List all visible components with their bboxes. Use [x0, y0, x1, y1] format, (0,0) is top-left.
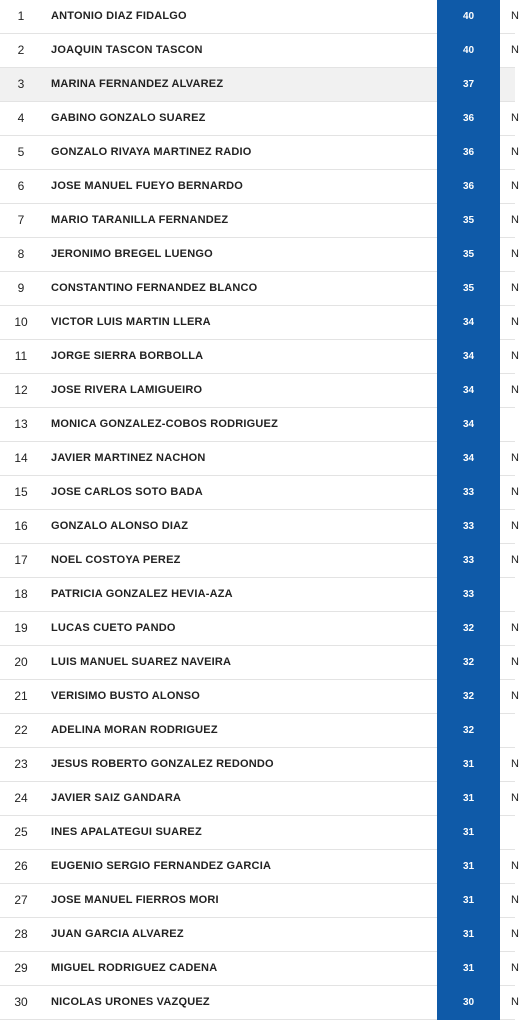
score-badge: 36	[437, 136, 500, 170]
table-row[interactable]	[0, 102, 519, 136]
name-cell: GONZALO RIVAYA MARTINEZ RADIO	[51, 146, 252, 158]
name-cell: MIGUEL RODRIGUEZ CADENA	[51, 962, 218, 974]
status-cell: N	[511, 44, 519, 56]
status-cell: N	[511, 248, 519, 260]
score-badge: 31	[437, 748, 500, 782]
rank-cell: 29	[14, 961, 28, 975]
name-cell: JERONIMO BREGEL LUENGO	[51, 248, 213, 260]
rank-cell: 26	[14, 859, 28, 873]
status-cell: N	[511, 10, 519, 22]
rank-cell: 16	[14, 519, 28, 533]
name-cell: ADELINA MORAN RODRIGUEZ	[51, 724, 218, 736]
rank-cell: 23	[14, 757, 28, 771]
table-row[interactable]	[0, 0, 519, 34]
rank-cell: 22	[14, 723, 28, 737]
table-row[interactable]	[0, 884, 519, 918]
rank-cell: 27	[14, 893, 28, 907]
name-cell: JOSE RIVERA LAMIGUEIRO	[51, 384, 203, 396]
score-badge: 40	[437, 0, 500, 34]
name-cell: ANTONIO DIAZ FIDALGO	[51, 10, 187, 22]
score-badge: 32	[437, 612, 500, 646]
table-row[interactable]	[0, 952, 519, 986]
status-cell: N	[511, 758, 519, 770]
rank-cell: 1	[17, 9, 25, 23]
name-cell: MONICA GONZALEZ-COBOS RODRIGUEZ	[51, 418, 279, 430]
status-cell: N	[511, 690, 519, 702]
score-badge: 31	[437, 782, 500, 816]
rank-cell: 19	[14, 621, 28, 635]
status-cell: N	[511, 962, 519, 974]
table-row[interactable]	[0, 714, 515, 748]
score-badge: 32	[437, 646, 500, 680]
score-badge: 37	[437, 68, 500, 102]
table-row[interactable]	[0, 510, 519, 544]
score-badge: 40	[437, 34, 500, 68]
score-badge: 31	[437, 952, 500, 986]
table-row[interactable]	[0, 238, 519, 272]
status-cell: N	[511, 112, 519, 124]
rank-cell: 11	[14, 349, 28, 363]
name-cell: PATRICIA GONZALEZ HEVIA-AZA	[51, 588, 233, 600]
rank-cell: 17	[14, 553, 28, 567]
score-badge: 34	[437, 374, 500, 408]
table-row[interactable]	[0, 170, 519, 204]
score-badge: 33	[437, 578, 500, 612]
rank-cell: 30	[14, 995, 28, 1009]
name-cell: JOSE MANUEL FIERROS MORI	[51, 894, 219, 906]
score-badge: 36	[437, 102, 500, 136]
name-cell: JAVIER SAIZ GANDARA	[51, 792, 182, 804]
score-badge: 35	[437, 238, 500, 272]
status-cell: N	[511, 452, 519, 464]
name-cell: GABINO GONZALO SUAREZ	[51, 112, 206, 124]
status-cell: N	[511, 860, 519, 872]
score-badge: 33	[437, 476, 500, 510]
rank-cell: 15	[14, 485, 28, 499]
table-row[interactable]	[0, 680, 519, 714]
score-badge: 34	[437, 408, 500, 442]
table-row[interactable]	[0, 986, 519, 1020]
rank-cell: 7	[17, 213, 25, 227]
name-cell: NICOLAS URONES VAZQUEZ	[51, 996, 210, 1008]
table-row[interactable]	[0, 782, 519, 816]
rank-cell: 28	[14, 927, 28, 941]
name-cell: JESUS ROBERTO GONZALEZ REDONDO	[51, 758, 274, 770]
score-badge: 35	[437, 204, 500, 238]
table-row[interactable]	[0, 442, 519, 476]
rank-cell: 20	[14, 655, 28, 669]
name-cell: JOSE CARLOS SOTO BADA	[51, 486, 203, 498]
name-cell: JORGE SIERRA BORBOLLA	[51, 350, 204, 362]
table-row[interactable]	[0, 272, 519, 306]
name-cell: GONZALO ALONSO DIAZ	[51, 520, 189, 532]
name-cell: JAVIER MARTINEZ NACHON	[51, 452, 206, 464]
name-cell: LUCAS CUETO PANDO	[51, 622, 176, 634]
table-row[interactable]	[0, 850, 519, 884]
rank-cell: 6	[17, 179, 25, 193]
table-row[interactable]	[0, 476, 519, 510]
status-cell: N	[511, 792, 519, 804]
status-cell: N	[511, 180, 519, 192]
status-cell	[511, 578, 515, 611]
table-row[interactable]	[0, 34, 519, 68]
name-cell: EUGENIO SERGIO FERNANDEZ GARCIA	[51, 860, 272, 872]
table-row[interactable]	[0, 544, 519, 578]
name-cell: INES APALATEGUI SUAREZ	[51, 826, 202, 838]
score-badge: 34	[437, 340, 500, 374]
status-cell	[511, 68, 515, 101]
name-cell: JUAN GARCIA ALVAREZ	[51, 928, 184, 940]
name-cell: LUIS MANUEL SUAREZ NAVEIRA	[51, 656, 232, 668]
score-badge: 36	[437, 170, 500, 204]
table-row[interactable]	[0, 374, 519, 408]
status-cell: N	[511, 350, 519, 362]
rank-cell: 3	[17, 77, 25, 91]
score-badge: 31	[437, 816, 500, 850]
status-cell: N	[511, 656, 519, 668]
score-badge: 30	[437, 986, 500, 1020]
score-badge: 32	[437, 680, 500, 714]
name-cell: MARIO TARANILLA FERNANDEZ	[51, 214, 229, 226]
name-cell: JOSE MANUEL FUEYO BERNARDO	[51, 180, 244, 192]
score-badge: 32	[437, 714, 500, 748]
status-cell	[511, 816, 515, 849]
status-cell: N	[511, 996, 519, 1008]
table-row[interactable]	[0, 306, 519, 340]
score-badge: 31	[437, 884, 500, 918]
table-row[interactable]	[0, 578, 515, 612]
status-cell: N	[511, 622, 519, 634]
status-cell: N	[511, 316, 519, 328]
status-cell: N	[511, 214, 519, 226]
table-row[interactable]	[0, 816, 515, 850]
score-badge: 31	[437, 918, 500, 952]
table-row[interactable]	[0, 68, 515, 102]
rank-cell: 24	[14, 791, 28, 805]
rank-cell: 5	[17, 145, 25, 159]
table-row[interactable]	[0, 612, 519, 646]
rank-cell: 12	[14, 383, 28, 397]
rank-cell: 8	[17, 247, 25, 261]
table-row[interactable]	[0, 646, 519, 680]
table-row[interactable]	[0, 408, 515, 442]
rank-cell: 25	[14, 825, 28, 839]
table-row[interactable]	[0, 204, 519, 238]
status-cell	[511, 714, 515, 747]
rank-cell: 18	[14, 587, 28, 601]
rank-cell: 10	[14, 315, 28, 329]
rank-cell: 14	[14, 451, 28, 465]
name-cell: VERISIMO BUSTO ALONSO	[51, 690, 201, 702]
rank-cell: 2	[17, 43, 25, 57]
status-cell	[511, 408, 515, 441]
score-badge: 33	[437, 544, 500, 578]
score-badge: 33	[437, 510, 500, 544]
score-badge: 35	[437, 272, 500, 306]
rank-cell: 13	[14, 417, 28, 431]
status-cell: N	[511, 520, 519, 532]
name-cell: JOAQUIN TASCON TASCON	[51, 44, 203, 56]
table-row[interactable]	[0, 136, 519, 170]
status-cell: N	[511, 928, 519, 940]
status-cell: N	[511, 894, 519, 906]
table-row[interactable]	[0, 340, 519, 374]
rank-cell: 4	[17, 111, 25, 125]
rank-cell: 9	[17, 281, 25, 295]
name-cell: MARINA FERNANDEZ ALVAREZ	[51, 78, 224, 90]
rank-cell: 21	[14, 689, 28, 703]
status-cell: N	[511, 146, 519, 158]
status-cell: N	[511, 384, 519, 396]
score-badge: 34	[437, 306, 500, 340]
score-badge: 34	[437, 442, 500, 476]
name-cell: NOEL COSTOYA PEREZ	[51, 554, 181, 566]
status-cell: N	[511, 486, 519, 498]
name-cell: VICTOR LUIS MARTIN LLERA	[51, 316, 211, 328]
table-row[interactable]	[0, 918, 519, 952]
status-cell: N	[511, 282, 519, 294]
status-cell: N	[511, 554, 519, 566]
score-badge: 31	[437, 850, 500, 884]
table-row[interactable]	[0, 748, 519, 782]
name-cell: CONSTANTINO FERNANDEZ BLANCO	[51, 282, 258, 294]
